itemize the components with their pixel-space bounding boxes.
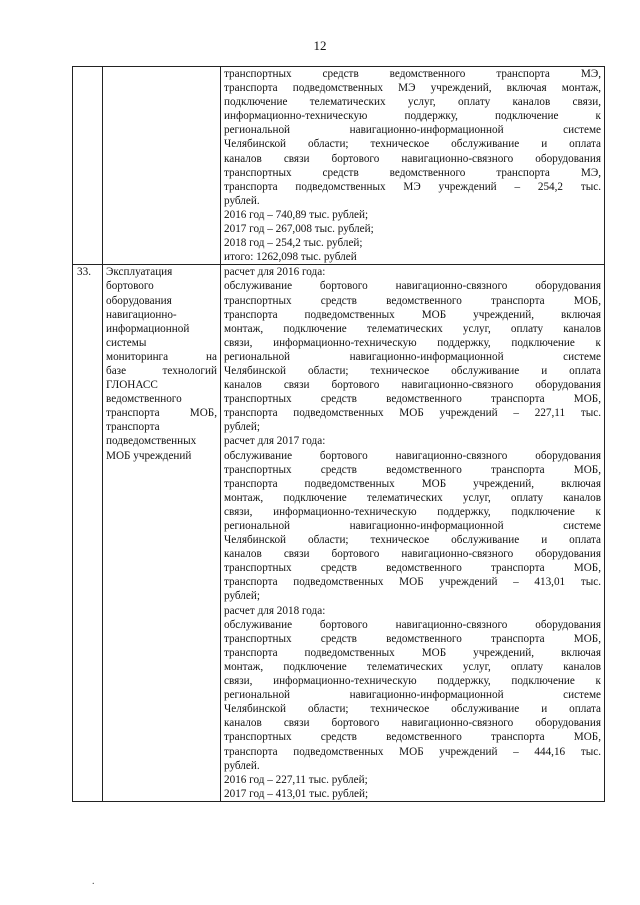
calculation-cell: [221, 265, 605, 802]
calculation-line: 2018 год – 254,2 тыс. рублей;: [224, 237, 363, 250]
footer-mark: .: [92, 876, 95, 887]
measure-name-line: навигационно-: [106, 308, 177, 321]
measure-name-line: бортового: [106, 280, 154, 293]
measure-name-cell: [103, 265, 221, 802]
calculation-line: каналов связи бортового навигационно-связного оборудования: [224, 717, 601, 730]
calculation-line: Челябинской области; техническое обслуживание и оплата: [224, 364, 601, 377]
measure-name-line: подведомственных: [106, 435, 197, 448]
calculation-line: региональной навигационно-информационной системе: [224, 520, 601, 532]
calculation-line: расчет для 2018 года:: [224, 604, 326, 617]
calculation-line: Челябинской области; техническое обслуживание и оплата: [224, 703, 601, 716]
measure-name-cell: [103, 67, 221, 265]
row-number: 33.: [77, 266, 91, 279]
calculation-line: обслуживание бортового навигационно-связного оборудования: [224, 449, 601, 462]
calculation-line: транспортных средств ведомственного транспорта МЭ,: [224, 68, 601, 80]
calculation-line: расчет для 2017 года:: [224, 435, 326, 448]
calculation-line: Челябинской области; техническое обслуживание и оплата: [224, 534, 601, 547]
measure-name-line: ГЛОНАСС: [106, 379, 158, 392]
calculation-line: обслуживание бортового навигационно-связного оборудования: [224, 280, 601, 293]
measure-name-line: ведомственного: [106, 393, 182, 406]
calculation-line: транспорта подведомственных МОБ учреждений, включая: [224, 477, 601, 490]
calculation-line: 2016 год – 227,11 тыс. рублей;: [224, 773, 368, 786]
calculation-line: транспорта подведомственных МОБ учреждений – 413,01 тыс.: [224, 576, 601, 589]
measure-name-line: транспорта: [106, 421, 160, 434]
calculation-line: связи, информационно-техническую поддержку, подключение к: [224, 505, 601, 518]
calculation-line: региональной навигационно-информационной системе: [224, 350, 601, 363]
document-table: [72, 66, 605, 802]
calculation-line: монтаж, подключение телематических услуг, оплату каналов: [224, 491, 601, 504]
calculation-line: транспортных средств ведомственного транспорта МОБ,: [224, 632, 601, 645]
calculation-line: связи, информационно-техническую поддержку, подключение к: [224, 675, 601, 688]
calculation-line: обслуживание бортового навигационно-связного оборудования: [224, 618, 601, 631]
calculation-line: 2017 год – 413,01 тыс. рублей;: [224, 787, 369, 800]
calculation-line: Челябинской области; техническое обслуживание и оплата: [224, 138, 601, 151]
calculation-line: рублей.: [224, 759, 260, 772]
page-number: 12: [313, 38, 327, 53]
measure-name-line: информационной: [106, 322, 190, 335]
calculation-line: транспорта подведомственных МЭ учреждений – 254,2 тыс.: [224, 180, 601, 193]
measure-name-line: МОБ учреждений: [106, 449, 192, 462]
calculation-line: 2016 год – 740,89 тыс. рублей;: [224, 208, 369, 221]
calculation-line: итого: 1262,098 тыс. рублей: [224, 251, 357, 264]
calculation-line: информационно-техническую поддержку, подключение к: [224, 110, 601, 123]
calculation-line: рублей.: [224, 194, 260, 207]
measure-name-line: мониторинга на: [106, 350, 217, 363]
calculation-line: транспорта подведомственных МОБ учреждений – 227,11 тыс.: [224, 407, 601, 420]
calculation-line: каналов связи бортового навигационно-связного оборудования: [224, 548, 601, 561]
calculation-line: монтаж, подключение телематических услуг, оплату каналов: [224, 322, 601, 335]
calculation-line: транспорта подведомственных МОБ учреждений, включая: [224, 646, 601, 659]
calculation-cell: [221, 67, 605, 265]
calculation-line: транспорта подведомственных МЭ учреждений, включая монтаж,: [224, 82, 601, 95]
row-number-cell: [73, 265, 103, 802]
calculation-line: транспорта подведомственных МОБ учреждений – 444,16 тыс.: [224, 745, 601, 758]
calculation-line: транспортных средств ведомственного транспорта МОБ,: [224, 393, 601, 406]
calculation-line: транспортных средств ведомственного транспорта МОБ,: [224, 731, 601, 744]
calculation-line: каналов связи бортового навигационно-связного оборудования: [224, 379, 601, 392]
calculation-line: монтаж, подключение телематических услуг, оплату каналов: [224, 660, 601, 673]
calculation-line: региональной навигационно-информационной системе: [224, 689, 601, 702]
calculation-line: расчет для 2016 года:: [224, 266, 326, 279]
measure-name-line: транспорта МОБ,: [106, 407, 217, 420]
calculation-line: региональной навигационно-информационной системе: [224, 124, 601, 137]
measure-name-line: оборудования: [106, 294, 172, 307]
calculation-line: 2017 год – 267,008 тыс. рублей;: [224, 223, 374, 236]
calculation-line: транспортных средств ведомственного транспорта МОБ,: [224, 463, 601, 476]
calculation-line: рублей;: [224, 590, 260, 603]
calculation-line: рублей;: [224, 421, 260, 434]
calculation-line: транспортных средств ведомственного транспорта МОБ,: [224, 562, 601, 575]
measure-name-line: базе технологий: [106, 364, 217, 377]
table-row: [73, 265, 605, 802]
calculation-line: транспорта подведомственных МОБ учреждений, включая: [224, 308, 601, 321]
calculation-line: транспортных средств ведомственного транспорта МЭ,: [224, 166, 601, 179]
calculation-line: транспортных средств ведомственного транспорта МОБ,: [224, 294, 601, 307]
measure-name-line: Эксплуатация: [106, 266, 173, 279]
calculation-line: подключение телематических услуг, оплату каналов связи,: [224, 96, 601, 109]
table-row: [73, 67, 605, 265]
calculation-line: каналов связи бортового навигационно-связного оборудования: [224, 152, 601, 165]
calculation-line: связи, информационно-техническую поддержку, подключение к: [224, 336, 601, 349]
measure-name-line: системы: [106, 336, 147, 349]
row-number-cell: [73, 67, 103, 265]
